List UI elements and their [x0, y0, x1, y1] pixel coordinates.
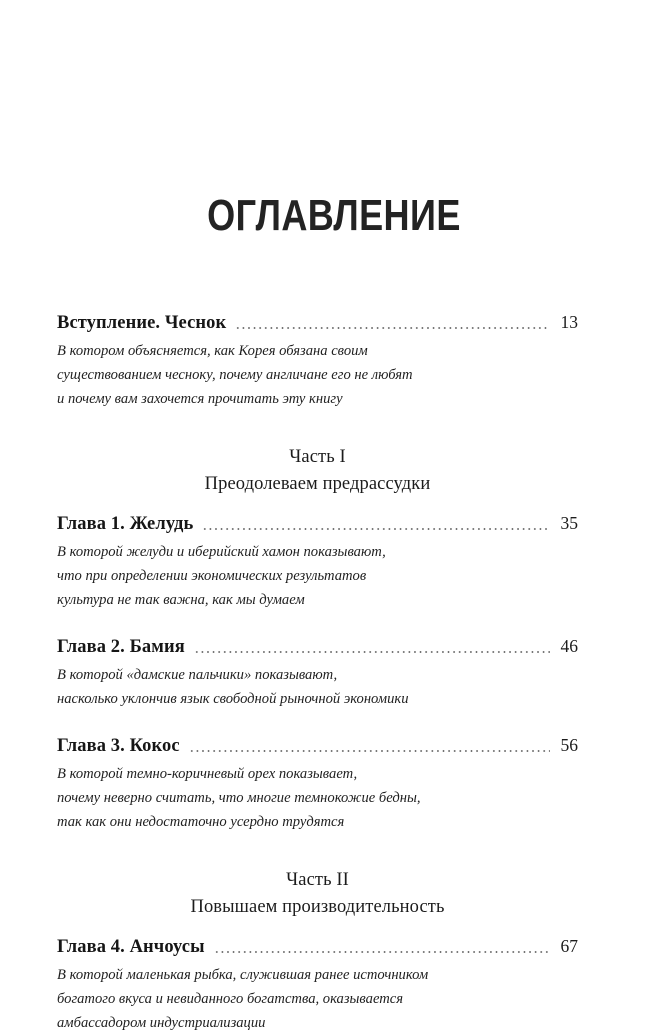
toc-entry-description-line: и почему вам захочется прочитать эту книгу [57, 391, 343, 407]
toc-entry-page-number[interactable]: 35 [560, 513, 578, 533]
toc-entry-title[interactable]: Глава 1. Желудь [57, 514, 194, 534]
toc-entry-title[interactable]: Вступление. Чеснок [57, 313, 227, 333]
toc-entry-description-line: богатого вкуса и невиданного богатства, оказывается [57, 991, 404, 1007]
toc-entry-description [57, 540, 578, 612]
part-heading [57, 867, 578, 921]
toc-entry-description-line: существованием чесноку, почему англичане его не любят [57, 367, 413, 383]
dot-leader [194, 650, 550, 654]
toc-entry-page-number[interactable]: 67 [560, 936, 578, 956]
part-number: Часть I [289, 447, 346, 467]
toc-entry-description [57, 762, 578, 834]
toc-entry-line[interactable] [57, 511, 578, 536]
toc-entry-description-line: что при определении экономических результатов [57, 568, 367, 584]
dot-leader [189, 749, 550, 753]
dot-leader [202, 527, 550, 531]
part-number: Часть II [286, 870, 349, 890]
toc-entry-description [57, 663, 578, 711]
toc-entry-description-line: культура не так важна, как мы думаем [57, 592, 305, 608]
toc-entry-description-line: В котором объясняется, как Корея обязана своим [57, 343, 368, 359]
toc-list [57, 310, 578, 1035]
dot-leader [235, 326, 550, 330]
toc-entry-description-line: В которой темно-коричневый орех показывает, [57, 766, 358, 782]
toc-entry-line[interactable] [57, 634, 578, 659]
toc-entry-page-number[interactable]: 56 [560, 735, 578, 755]
toc-entry-description [57, 963, 578, 1035]
toc-entry-description-line: так как они недостаточно усердно трудятся [57, 814, 345, 830]
toc-entry-page-number[interactable]: 13 [560, 312, 578, 332]
toc-entry-line[interactable] [57, 310, 578, 335]
part-name: Повышаем производительность [190, 897, 445, 917]
toc-entry-line[interactable] [57, 934, 578, 959]
toc-entry-title[interactable]: Глава 4. Анчоусы [57, 937, 205, 957]
toc-entry-description-line: В которой «дамские пальчики» показывают, [57, 667, 338, 683]
toc-entry[interactable] [57, 511, 578, 612]
toc-entry-line[interactable] [57, 733, 578, 758]
toc-entry[interactable] [57, 934, 578, 1035]
toc-entry-description-line: насколько уклончив язык свободной рыночной экономики [57, 691, 409, 707]
toc-entry[interactable] [57, 310, 578, 411]
toc-entry[interactable] [57, 733, 578, 834]
toc-entry-description-line: В которой маленькая рыбка, служившая ранее источником [57, 967, 429, 983]
part-name: Преодолеваем предрассудки [204, 474, 431, 494]
page-title: ОГЛАВЛЕНИЕ [207, 191, 461, 241]
toc-entry-description-line: почему неверно считать, что многие темнокожие бедны, [57, 790, 421, 806]
toc-entry-description-line: В которой желуди и иберийский хамон показывают, [57, 544, 386, 560]
toc-entry[interactable] [57, 634, 578, 711]
toc-entry-title[interactable]: Глава 3. Кокос [57, 736, 180, 756]
part-heading [57, 444, 578, 498]
dot-leader [214, 950, 550, 954]
toc-entry-description-line: амбассадором индустриализации [57, 1015, 266, 1031]
toc-entry-page-number[interactable]: 46 [560, 636, 578, 656]
toc-entry-description [57, 339, 578, 411]
toc-entry-title[interactable]: Глава 2. Бамия [57, 637, 185, 657]
